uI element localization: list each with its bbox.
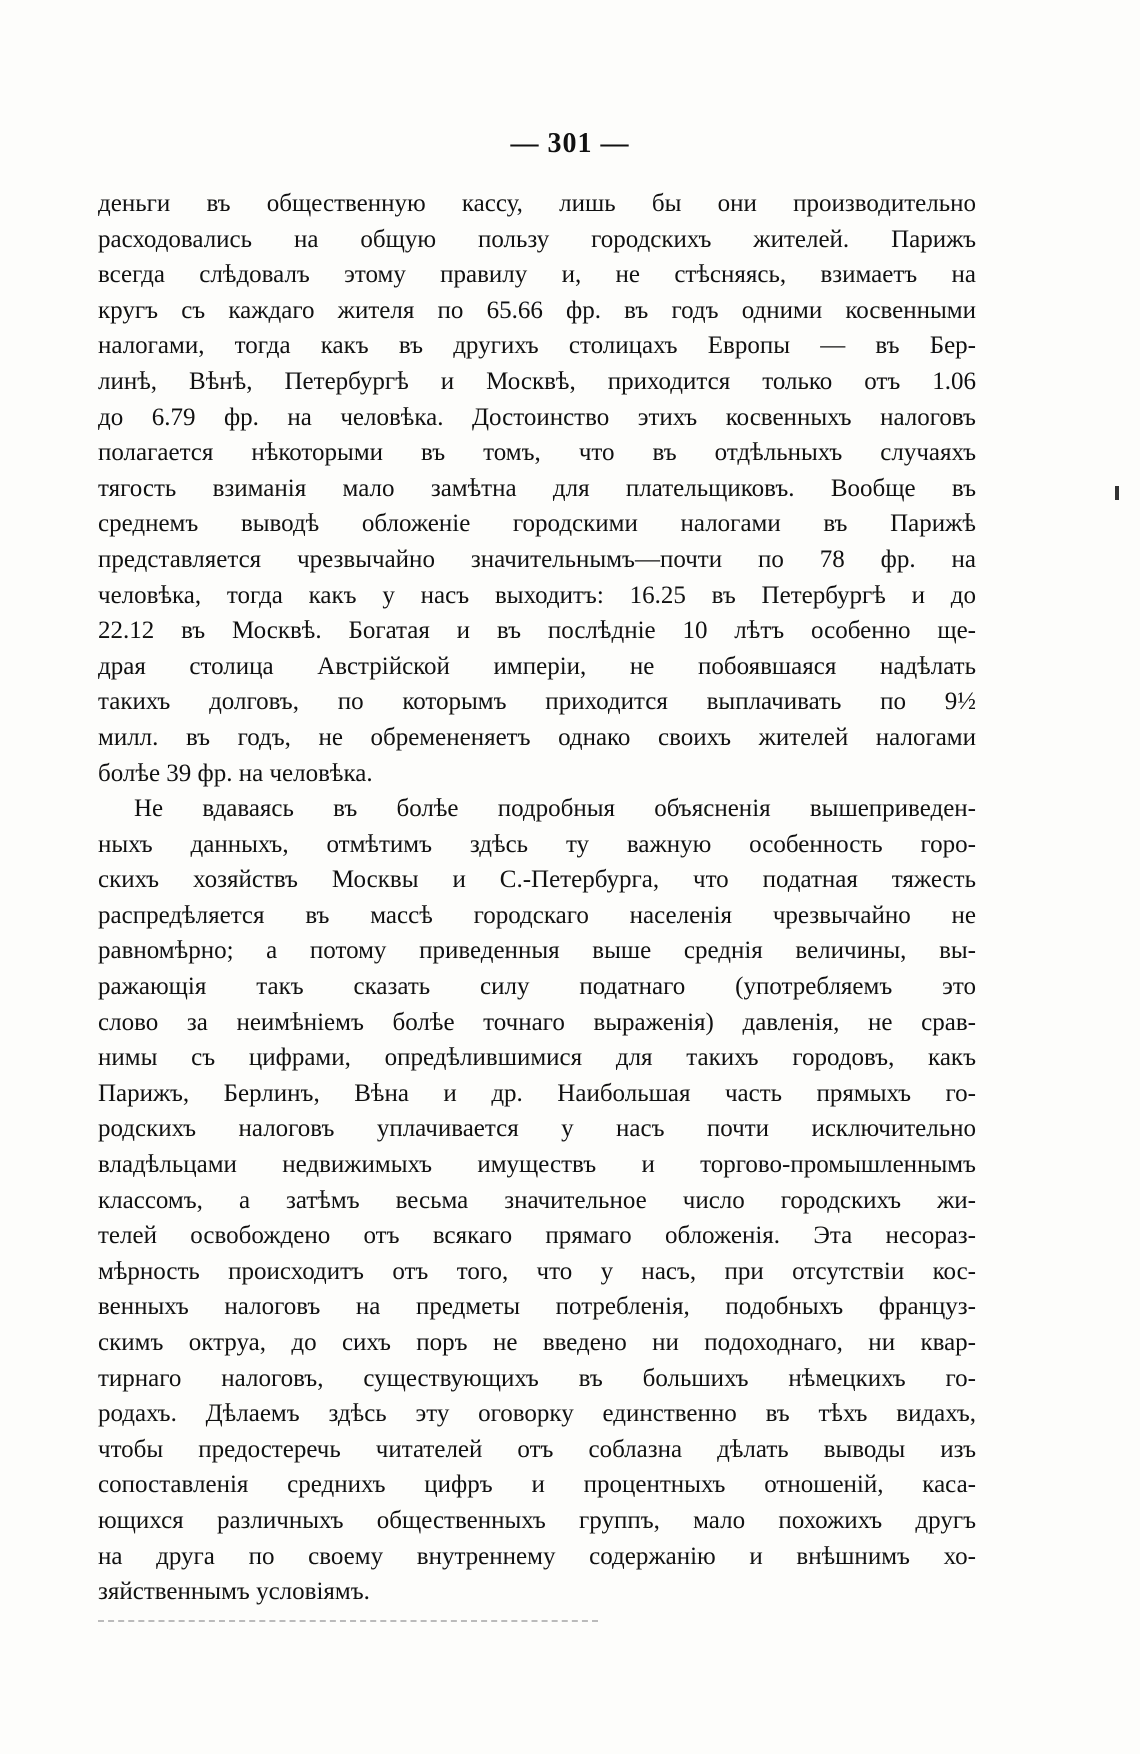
text-line: до 6.79 фр. на человѣка. Достоинство этихъ косвенныхъ налоговъ (98, 403, 976, 431)
text-line: ющихся различныхъ общественныхъ группъ, мало похожихъ другъ (98, 1506, 976, 1534)
text-line: ражающія такъ сказать силу податнаго (употребляемъ это (98, 973, 976, 1001)
text-line: скимъ октруа, до сихъ поръ не введено ни подоходнаго, ни квар- (98, 1329, 976, 1356)
text-line: болѣе 39 фр. на человѣка. (98, 759, 373, 787)
text-line: такихъ долговъ, по которымъ приходится выплачивать по 9½ (98, 688, 976, 716)
page-bottom-rule (98, 1620, 598, 1622)
text-line: равномѣрно; а потому приведенныя выше среднія величины, вы- (98, 937, 976, 965)
text-line: налогами, тогда какъ въ другихъ столицахъ Европы — въ Бер- (98, 332, 976, 360)
text-line: распредѣляется въ массѣ городскаго населенія чрезвычайно не (98, 901, 976, 929)
text-line: человѣка, тогда какъ у насъ выходитъ: 16.25 въ Петербургѣ и до (98, 581, 976, 609)
text-line: представляется чрезвычайно значительнымъ—почти по 78 фр. на (98, 545, 976, 573)
paragraph-1 (98, 186, 976, 791)
text-line: кругъ съ каждаго жителя по 65.66 фр. въ годъ одними косвенными (98, 296, 976, 324)
text-line: 22.12 въ Москвѣ. Богатая и въ послѣдніе 10 лѣтъ особенно ще- (98, 617, 976, 645)
body-text (98, 186, 976, 1610)
page-number: — 301 — (510, 128, 630, 159)
text-line: всегда слѣдовалъ этому правилу и, не стѣсняясь, взимаетъ на (98, 261, 976, 289)
text-line: расходовались на общую пользу городскихъ жителей. Парижъ (98, 225, 976, 253)
text-line: деньги въ общественную кассу, лишь бы они производительно (98, 190, 976, 217)
text-line: родахъ. Дѣлаемъ здѣсь эту оговорку единственно въ тѣхъ видахъ, (98, 1400, 976, 1428)
text-line: тягость взиманія мало замѣтна для плательщиковъ. Вообще въ (98, 474, 976, 502)
text-line: милл. въ годъ, не обремененяетъ однако своихъ жителей налогами (98, 723, 976, 751)
text-line: тирнаго налоговъ, существующихъ въ большихъ нѣмецкихъ го- (98, 1364, 976, 1392)
text-line: владѣльцами недвижимыхъ имуществъ и торгово-промышленнымъ (98, 1151, 976, 1179)
text-line: линѣ, Вѣнѣ, Петербургѣ и Москвѣ, приходится только отъ 1.06 (98, 367, 976, 395)
text-line: телей освобождено отъ всякаго прямаго обложенія. Эта несораз- (98, 1222, 976, 1250)
paragraph-2 (98, 791, 976, 1610)
text-line: слово за неимѣніемъ болѣе точнаго выраженія) давленія, не срав- (98, 1008, 976, 1036)
text-line: венныхъ налоговъ на предметы потребленія, подобныхъ француз- (98, 1293, 976, 1321)
text-line: сопоставленія среднихъ цифръ и процентныхъ отношеній, каса- (98, 1471, 976, 1499)
text-line: драя столица Австрійской имперіи, не побоявшаяся надѣлать (98, 652, 976, 680)
text-line: нимы съ цифрами, опредѣлившимися для такихъ городовъ, какъ (98, 1044, 976, 1072)
text-line: чтобы предостеречь читателей отъ соблазна дѣлать выводы изъ (98, 1435, 976, 1463)
text-line: полагается нѣкоторыми въ томъ, что въ отдѣльныхъ случаяхъ (98, 439, 976, 467)
text-line: ныхъ данныхъ, отмѣтимъ здѣсь ту важную особенность горо- (98, 830, 976, 858)
text-line: на друга по своему внутреннему содержанію и внѣшнимъ хо- (98, 1542, 976, 1570)
margin-mark (1115, 486, 1119, 500)
text-line: классомъ, а затѣмъ весьма значительное число городскихъ жи- (98, 1186, 976, 1214)
text-line: среднемъ выводѣ обложеніе городскими налогами въ Парижѣ (98, 510, 976, 538)
text-line: зяйственнымъ условіямъ. (98, 1578, 370, 1606)
text-line: Парижъ, Берлинъ, Вѣна и др. Наибольшая часть прямыхъ го- (98, 1079, 976, 1107)
text-line: мѣрность происходитъ отъ того, что у насъ, при отсутствіи кос- (98, 1257, 976, 1285)
text-line: скихъ хозяйствъ Москвы и С.-Петербурга, что податная тяжесть (98, 866, 976, 894)
text-line: родскихъ налоговъ уплачивается у насъ почти исключительно (98, 1115, 976, 1143)
text-line: Не вдаваясь въ болѣе подробныя объясненія вышеприведен- (134, 795, 976, 823)
